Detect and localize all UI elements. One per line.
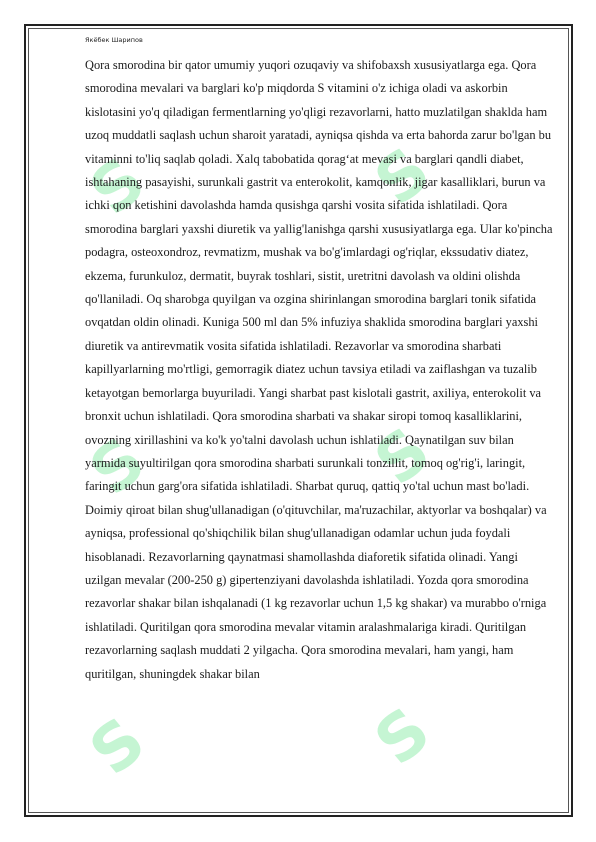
watermark-glyph: S [361, 413, 445, 501]
body-paragraph: Qora smorodina bir qator umumiy yuqori ozuqaviy va shifobaxsh xususiyatlarga ega. Qora smorodina mevalari va barglari ko'p miqdorda S vitamini o'z ichiga oladi va askorbin kislotasini yo'q qiladigan fermentlarning yo'qligi rezavorlarni, hatto muzlatilgan shaklda ham uzoq muddatli saqlash uchun sharoit yaratadi, ayniqsa qishda va erta bahorda zarur bo'lgan bu vitaminni to'liq saqlab qoladi. Xalq tabobatida qorag‘at mevasi va barglari qandli diabet, ishtahaning pasayishi, surunkali gastrit va enterokolit, kamqonlik, jigar kasalliklari, burun va ichki qon ketishini davolashda hamda qusishga qarshi vosita sifatida ishlatiladi. Qora smorodina barglari yaxshi diuretik va yallig'lanishga qarshi xususiyatlarga ega. Ular ko'pincha podagra, osteoxondroz, revmatizm, mushak va bo'g'imlardagi og'riqlar, ekssudativ diatez, ekzema, furunkuloz, dermatit, buyrak toshlari, sistit, uretritni davolash va oldini olishda qo'llaniladi. Oq sharobga quyilgan va ozgina shirinlangan smorodina barglari tonik sifatida ovqatdan oldin olinadi. Kuniga 500 ml dan 5% infuziya shaklida smorodina barglari yaxshi diuretik va antirevmatik vosita sifatida ishlatiladi. Rezavorlar va smorodina sharbati kapillyarlarning mo'rtligi, gemorragik diatez uchun tavsiya etiladi va zaiflashgan va tuzalib ketayotgan bemorlarga buyuriladi. Yangi sharbat past kislotali gastrit, axiliya, enterokolit va bronxit uchun ishlatiladi. Qora smorodina sharbati va shakar siropi tomoq kasalliklarini, ovozning xirillashini va ko'k yo'talni davolash uchun ishlatiladi. Qaynatilgan suv bilan yarmida suyultirilgan qora smorodina sharbati surunkali tonzillit, tomoq og'rig'i, laringit, faringit uchun garg'ora sifatida ishlatiladi. Sharbat quruq, qattiq yo'tal uchun mast bo'ladi. Doimiy qiroat bilan shug'ullanadigan (o'qituvchilar, ma'ruzachilar, aktyorlar va boshqalar) va ayniqsa, professional qo'shiqchilik bilan shug'ullanadigan odamlar uchun juda foydali hisoblanadi. Rezavorlarning qaynatmasi shamollashda diaforetik sifatida olinadi. Yangi uzilgan mevalar (200-250 g) gipertenziyani davolashda ishlatiladi. Yozda qora smorodina rezavorlar shakar bilan ishqalanadi (1 kg rezavorlar uchun 1,5 kg shakar) va murabbo o'rniga ishlatiladi. Quritilgan qora smorodina mevalar vitamin aralashmalariga kiradi. Quritilgan rezavorlarning saqlash muddati 2 yilgacha. Qora smorodina mevalari, ham yangi, ham quritilgan, shuningdek shakar bilan [85, 58, 553, 681]
watermark-glyph: S [76, 143, 160, 231]
watermark-glyph: S [361, 133, 445, 221]
page-header-author: Якёбек Шарипов [85, 36, 143, 44]
watermark-glyph: S [76, 703, 160, 791]
watermark-glyph: S [76, 423, 160, 511]
watermark-glyph: S [361, 693, 445, 781]
